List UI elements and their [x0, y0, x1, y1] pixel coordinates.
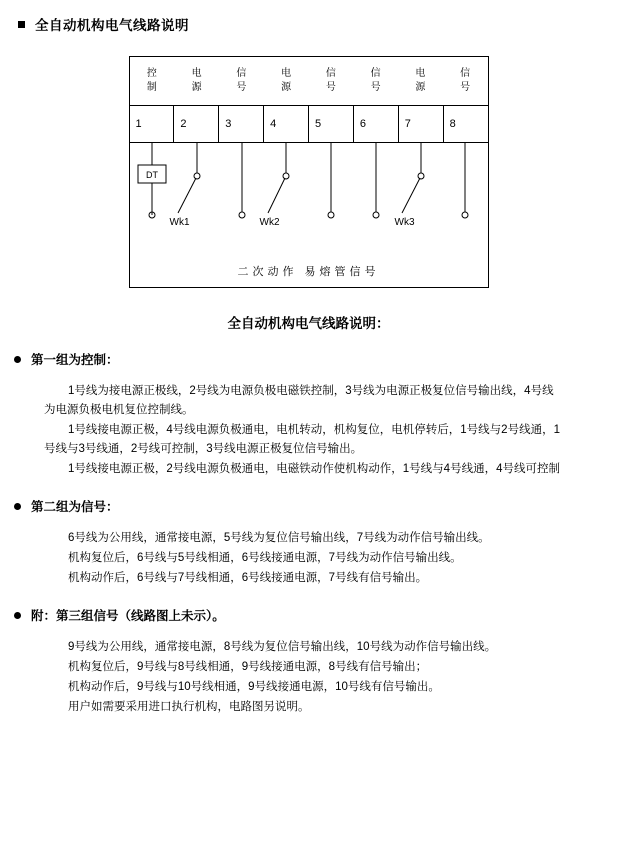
column-label-5-line2: 号 [325, 82, 336, 93]
group-3-paragraph-2 [44, 658, 564, 677]
column-label-5 [309, 57, 354, 105]
terminal-1: 1 [130, 106, 175, 142]
square-bullet-icon [18, 21, 25, 28]
group-3-paragraph-3 [44, 678, 564, 697]
section-title: 全自动机构电气线路说明： [227, 316, 390, 331]
page-title-text: 全自动机构电气线路说明 [35, 18, 189, 33]
schematic-svg [130, 143, 488, 255]
document-page [0, 14, 617, 848]
diagram-caption: 二次动作 易熔管信号 [237, 266, 380, 278]
column-label-1-line1: 控 [146, 68, 157, 79]
group-1-paragraph-1-text: 1号线为接电源正极线，2号线为电源负极电磁铁控制，3号线为电源正极复位信号输出线，4号线为电源负极电机复位控制线。 [44, 385, 554, 416]
dot-bullet-icon [14, 503, 21, 510]
column-label-7-line2: 源 [415, 82, 426, 93]
column-label-4 [264, 57, 309, 105]
column-label-4-line1: 电 [281, 68, 292, 79]
group-3-paragraph-1-text: 9号线为公用线，通常接电源，8号线为复位信号输出线，10号线为动作信号输出线。 [68, 641, 497, 653]
group-2-paragraph-1 [44, 529, 564, 548]
terminal-6: 6 [354, 106, 399, 142]
terminal-2: 2 [174, 106, 219, 142]
group-2-heading-text: 第二组为信号： [31, 500, 119, 514]
column-label-8-line1: 信 [460, 68, 471, 79]
group-2-paragraph-3-text: 机构动作后，6号线与7号线相通，6号线接通电源，7号线有信号输出。 [68, 572, 428, 584]
circuit-diagram [129, 56, 489, 288]
column-label-5-line1: 信 [325, 68, 336, 79]
terminal-4: 4 [264, 106, 309, 142]
group-3-heading-text: 附：第三组信号（线路图上未示）。 [31, 609, 225, 623]
column-label-6 [353, 57, 398, 105]
group-2-paragraph-1-text: 6号线为公用线，通常接电源，5号线为复位信号输出线，7号线为动作信号输出线。 [68, 532, 490, 544]
column-label-2 [174, 57, 219, 105]
terminal-row [130, 105, 488, 143]
group-2-paragraph-2-text: 机构复位后，6号线与5号线相通，6号线接通电源，7号线为动作信号输出线。 [68, 552, 462, 564]
diagram-column-labels [130, 57, 488, 105]
switch-label-wk1: Wk1 [169, 217, 190, 228]
column-label-6-line2: 号 [370, 82, 381, 93]
column-label-8 [443, 57, 488, 105]
group-block-1 [0, 350, 617, 479]
column-label-8-line2: 号 [460, 82, 471, 93]
column-label-2-line1: 电 [191, 68, 202, 79]
group-3-heading [14, 606, 617, 624]
terminal-7: 7 [399, 106, 444, 142]
terminal-5: 5 [309, 106, 354, 142]
group-2-heading [14, 497, 617, 515]
group-1-heading-text: 第一组为控制： [31, 353, 119, 367]
column-label-3 [219, 57, 264, 105]
group-3-paragraph-2-text: 机构复位后，9号线与8号线相通，9号线接通电源，8号线有信号输出； [68, 661, 428, 673]
column-label-2-line2: 源 [191, 82, 202, 93]
group-3-paragraph-1 [44, 638, 564, 657]
group-1-paragraph-2-text: 1号线接电源正极，4号线电源负极通电，电机转动，机构复位，电机停转后，1号线与2号线通，1号线与3号线通，2号线可控制，3号线电源正极复位信号输出。 [44, 424, 560, 455]
group-1-paragraph-3 [44, 460, 564, 479]
group-1-paragraph-2 [44, 421, 564, 459]
column-label-6-line1: 信 [370, 68, 381, 79]
column-label-4-line2: 源 [281, 82, 292, 93]
group-1-paragraph-3-text: 1号线接电源正极，2号线电源负极通电，电磁铁动作使机构动作，1号线与4号线通，4号线可控制 [68, 463, 560, 475]
group-1-heading [14, 350, 617, 368]
switch-label-wk2: Wk2 [259, 217, 280, 228]
column-label-3-line1: 信 [236, 68, 247, 79]
group-2-paragraph-3 [44, 569, 564, 588]
column-label-3-line2: 号 [236, 82, 247, 93]
circuit-diagram-wrapper [129, 56, 489, 288]
group-block-3 [0, 606, 617, 717]
svg-text:DT: DT [145, 170, 158, 180]
column-label-1 [130, 57, 175, 105]
group-1-paragraph-1 [44, 382, 564, 420]
diagram-schematic-area [130, 143, 488, 255]
page-title [18, 14, 617, 34]
switch-label-wk3: Wk3 [394, 217, 415, 228]
terminal-3: 3 [219, 106, 264, 142]
column-label-7-line1: 电 [415, 68, 426, 79]
terminal-8: 8 [449, 118, 456, 130]
dot-bullet-icon [14, 356, 21, 363]
column-label-7 [398, 57, 443, 105]
group-3-paragraph-4-text: 用户如需要采用进口执行机构，电路图另说明。 [68, 701, 310, 713]
group-3-paragraph-3-text: 机构动作后，9号线与10号线相通，9号线接通电源，10号线有信号输出。 [68, 681, 440, 693]
dot-bullet-icon [14, 612, 21, 619]
group-block-2 [0, 497, 617, 588]
column-label-1-line2: 制 [146, 82, 157, 93]
group-2-paragraph-2 [44, 549, 564, 568]
group-3-paragraph-4 [44, 698, 564, 717]
